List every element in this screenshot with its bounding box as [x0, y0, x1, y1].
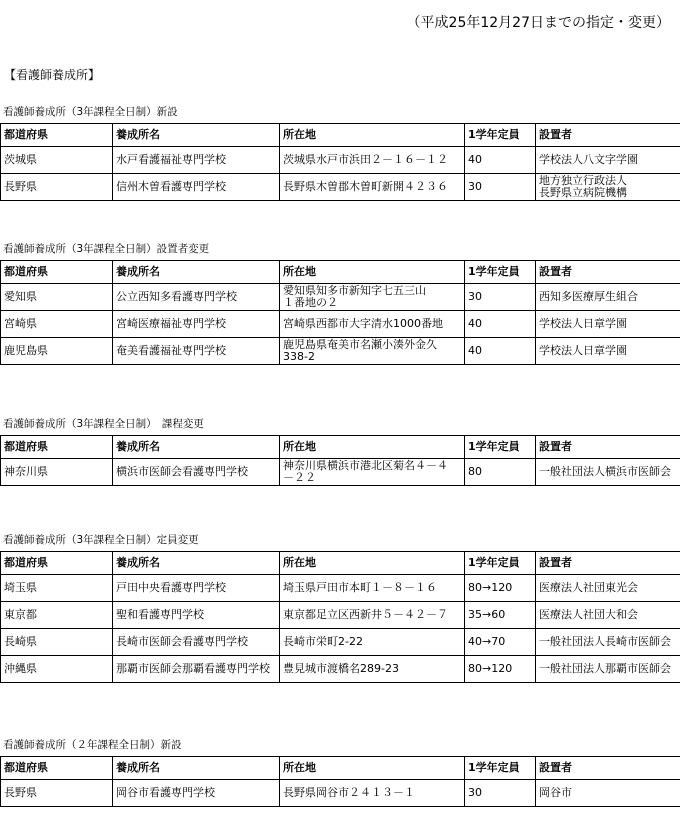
cell-capacity: 30 — [465, 780, 536, 807]
section-title: 看護師養成所（3年課程全日制）設置者変更 — [3, 243, 210, 255]
school-table — [0, 551, 680, 683]
cell-prefecture: 埼玉県 — [1, 575, 113, 602]
cell-founder: 地方独立行政法人 長野県立病院機構 — [536, 174, 680, 201]
cell-school-name: 長崎市医師会看護専門学校 — [113, 629, 280, 656]
cell-founder: 岡谷市 — [536, 780, 680, 807]
table-row — [1, 338, 680, 365]
cell-capacity: 40→70 — [465, 629, 536, 656]
cell-founder: 西知多医療厚生組合 — [536, 284, 680, 311]
header-founder: 設置者 — [536, 261, 680, 284]
cell-capacity: 80 — [465, 459, 536, 486]
header-prefecture: 都道府県 — [1, 124, 113, 147]
cell-school-name: 横浜市医師会看護専門学校 — [113, 459, 280, 486]
table-row — [1, 459, 680, 486]
cell-address: 愛知県知多市新知字七五三山 １番地の２ — [280, 284, 465, 311]
cell-prefecture: 沖縄県 — [1, 656, 113, 683]
header-founder: 設置者 — [536, 436, 680, 459]
cell-school-name: 戸田中央看護専門学校 — [113, 575, 280, 602]
cell-capacity: 35→60 — [465, 602, 536, 629]
cell-founder: 学校法人日章学園 — [536, 338, 680, 365]
header-capacity: 1学年定員 — [465, 124, 536, 147]
header-address: 所在地 — [280, 261, 465, 284]
cell-prefecture: 長野県 — [1, 780, 113, 807]
cell-school-name: 岡谷市看護専門学校 — [113, 780, 280, 807]
cell-prefecture: 長野県 — [1, 174, 113, 201]
cell-address: 豊見城市渡橋名289-23 — [280, 656, 465, 683]
cell-prefecture: 東京都 — [1, 602, 113, 629]
cell-capacity: 40 — [465, 338, 536, 365]
cell-prefecture: 茨城県 — [1, 147, 113, 174]
cell-founder: 学校法人八文字学園 — [536, 147, 680, 174]
table-row — [1, 656, 680, 683]
table-row — [1, 780, 680, 807]
cell-school-name: 信州木曽看護専門学校 — [113, 174, 280, 201]
document-heading: 【看護師養成所】 — [4, 68, 101, 82]
header-address: 所在地 — [280, 552, 465, 575]
cell-address: 埼玉県戸田市本町１－８－１６ — [280, 575, 465, 602]
section-title: 看護師養成所（3年課程全日制）新設 — [3, 106, 178, 118]
header-founder: 設置者 — [536, 757, 680, 780]
table-header-row — [1, 552, 680, 575]
table-header-row — [1, 757, 680, 780]
cell-school-name: 奄美看護福祉専門学校 — [113, 338, 280, 365]
header-capacity: 1学年定員 — [465, 436, 536, 459]
cell-capacity: 30 — [465, 284, 536, 311]
table-row — [1, 575, 680, 602]
header-prefecture: 都道府県 — [1, 261, 113, 284]
cell-address: 東京都足立区西新井５－４２－７ — [280, 602, 465, 629]
cell-address: 神奈川県横浜市港北区菊名４－４ －２２ — [280, 459, 465, 486]
header-address: 所在地 — [280, 124, 465, 147]
section-2 — [0, 242, 680, 365]
section-1 — [0, 105, 680, 201]
table-row — [1, 284, 680, 311]
header-founder: 設置者 — [536, 552, 680, 575]
cell-prefecture: 宮崎県 — [1, 311, 113, 338]
date-note: （平成25年12月27日までの指定・変更） — [406, 15, 670, 31]
school-table — [0, 756, 680, 807]
header-school-name: 養成所名 — [113, 436, 280, 459]
school-table — [0, 123, 680, 201]
cell-address: 茨城県水戸市浜田２－１６－１２ — [280, 147, 465, 174]
section-4 — [0, 533, 680, 683]
cell-founder: 一般社団法人那覇市医師会 — [536, 656, 680, 683]
cell-capacity: 80→120 — [465, 575, 536, 602]
cell-prefecture: 愛知県 — [1, 284, 113, 311]
header-capacity: 1学年定員 — [465, 757, 536, 780]
table-header-row — [1, 436, 680, 459]
header-school-name: 養成所名 — [113, 124, 280, 147]
cell-capacity: 40 — [465, 311, 536, 338]
section-title: 看護師養成所（２年課程全日制）新設 — [3, 739, 182, 751]
cell-capacity: 40 — [465, 147, 536, 174]
cell-school-name: 聖和看護専門学校 — [113, 602, 280, 629]
header-address: 所在地 — [280, 436, 465, 459]
table-row — [1, 311, 680, 338]
cell-school-name: 水戸看護福祉専門学校 — [113, 147, 280, 174]
header-founder: 設置者 — [536, 124, 680, 147]
table-row — [1, 174, 680, 201]
cell-school-name: 那覇市医師会那覇看護専門学校 — [113, 656, 280, 683]
header-prefecture: 都道府県 — [1, 552, 113, 575]
cell-founder: 医療法人社団東光会 — [536, 575, 680, 602]
cell-address: 長野県木曽郡木曽町新開４２３６ — [280, 174, 465, 201]
cell-capacity: 80→120 — [465, 656, 536, 683]
cell-founder: 一般社団法人長崎市医師会 — [536, 629, 680, 656]
cell-founder: 一般社団法人横浜市医師会 — [536, 459, 680, 486]
table-header-row — [1, 124, 680, 147]
cell-address: 長崎市栄町2-22 — [280, 629, 465, 656]
header-prefecture: 都道府県 — [1, 757, 113, 780]
cell-founder: 医療法人社団大和会 — [536, 602, 680, 629]
table-row — [1, 147, 680, 174]
section-title: 看護師養成所（3年課程全日制） 課程変更 — [3, 418, 204, 430]
cell-address: 鹿児島県奄美市名瀬小湊外金久 338-2 — [280, 338, 465, 365]
header-school-name: 養成所名 — [113, 261, 280, 284]
cell-address: 長野県岡谷市２４１３－１ — [280, 780, 465, 807]
header-address: 所在地 — [280, 757, 465, 780]
header-capacity: 1学年定員 — [465, 261, 536, 284]
table-row — [1, 602, 680, 629]
school-table — [0, 260, 680, 365]
header-prefecture: 都道府県 — [1, 436, 113, 459]
cell-school-name: 公立西知多看護専門学校 — [113, 284, 280, 311]
school-table — [0, 435, 680, 486]
table-header-row — [1, 261, 680, 284]
cell-prefecture: 長崎県 — [1, 629, 113, 656]
header-school-name: 養成所名 — [113, 757, 280, 780]
section-title: 看護師養成所（3年課程全日制）定員変更 — [3, 534, 199, 546]
section-5 — [0, 738, 680, 807]
cell-capacity: 30 — [465, 174, 536, 201]
header-capacity: 1学年定員 — [465, 552, 536, 575]
cell-address: 宮崎県西都市大字清水1000番地 — [280, 311, 465, 338]
header-school-name: 養成所名 — [113, 552, 280, 575]
cell-prefecture: 神奈川県 — [1, 459, 113, 486]
cell-school-name: 宮崎医療福祉専門学校 — [113, 311, 280, 338]
cell-prefecture: 鹿児島県 — [1, 338, 113, 365]
section-3 — [0, 417, 680, 486]
cell-founder: 学校法人日章学園 — [536, 311, 680, 338]
table-row — [1, 629, 680, 656]
